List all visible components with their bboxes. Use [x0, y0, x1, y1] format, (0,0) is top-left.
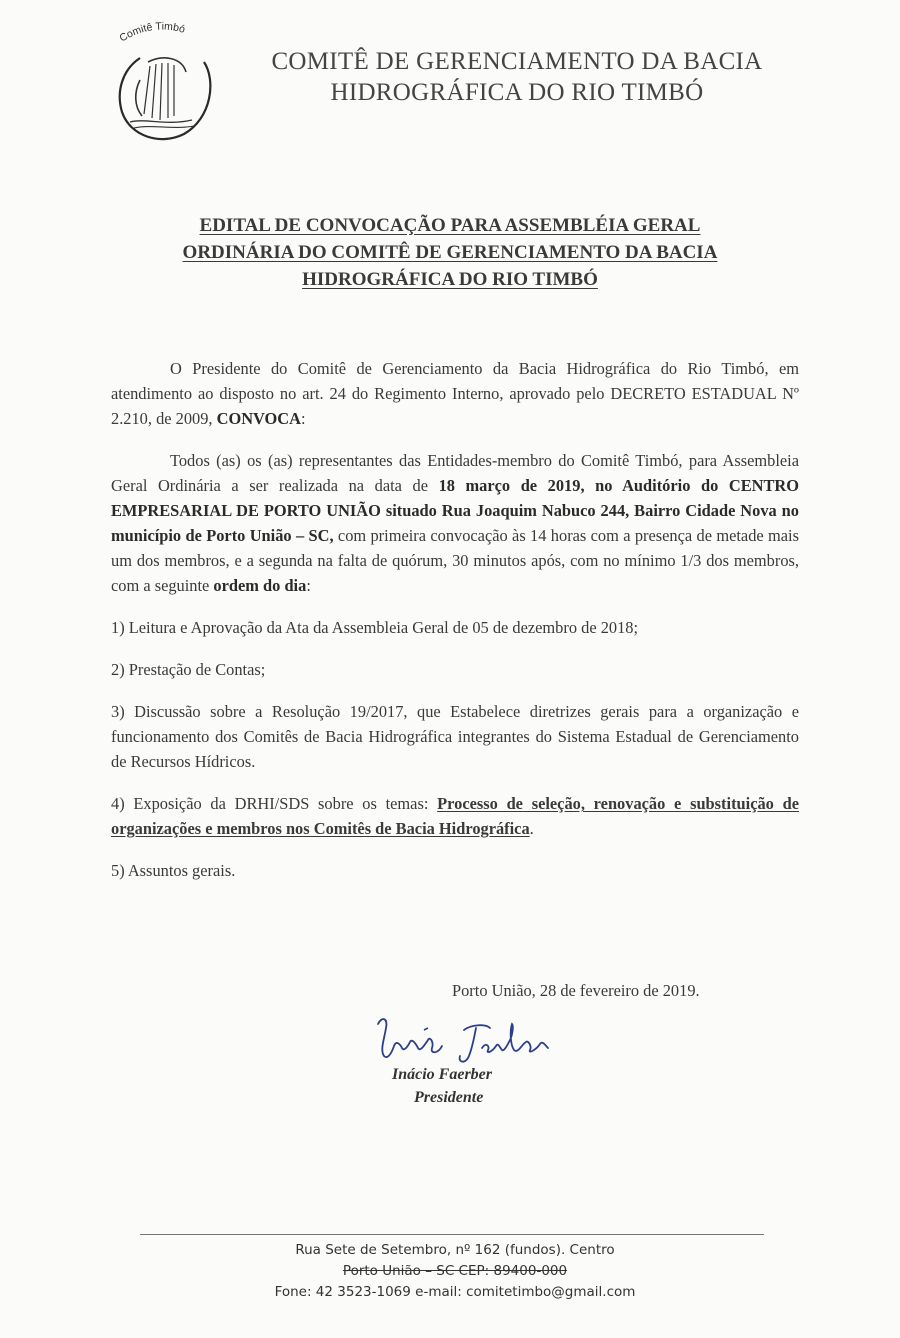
- waterfall-logo-icon: [112, 18, 216, 146]
- footer-divider: [140, 1234, 764, 1235]
- edital-title-line1: EDITAL DE CONVOCAÇÃO PARA ASSEMBLÉIA GERAL: [199, 215, 701, 236]
- organization-title-line1: COMITÊ DE GERENCIAMENTO DA BACIA: [271, 48, 763, 75]
- paragraph-convocation: [111, 356, 799, 431]
- edital-title-line2: ORDINÁRIA DO COMITÊ DE GERENCIAMENTO DA BACIA: [182, 242, 718, 263]
- paragraph-punct: :: [300, 409, 306, 428]
- agenda-item-1: 1) Leitura e Aprovação da Ata da Assembleia Geral de 05 de dezembro de 2018;: [111, 618, 639, 637]
- agenda-item-5: 5) Assuntos gerais.: [111, 861, 236, 880]
- agenda-item-4: [111, 791, 799, 841]
- organization-title: [232, 46, 802, 108]
- date-location: Porto União, 28 de fevereiro de 2019.: [452, 981, 700, 1000]
- footer-contact: [160, 1240, 750, 1303]
- agenda-item-2: 2) Prestação de Contas;: [111, 660, 266, 679]
- document-body: [111, 356, 799, 900]
- footer-address: Rua Sete de Setembro, nº 162 (fundos). Centro: [295, 1242, 615, 1258]
- signer-role: Presidente: [414, 1089, 484, 1106]
- paragraph-assembly: [111, 448, 799, 598]
- signer-name: Inácio Faerber: [392, 1066, 492, 1083]
- agenda-item-underlined: Processo de seleção, renovação e substituição de organizações e membros nos Comitês de Bacia Hidrográfica: [111, 794, 799, 838]
- assembly-details-bold: 18 março de 2019, no Auditório do CENTRO EMPRESARIAL DE PORTO UNIÃO situado Rua Joaquim Nabuco 244, Bairro Cidade Nova no município de Porto União – SC,: [111, 476, 799, 545]
- edital-title-line3: HIDROGRÁFICA DO RIO TIMBÓ: [302, 269, 598, 290]
- agenda-bold: ordem do dia: [213, 576, 307, 595]
- footer-city-cep: Porto União – SC CEP: 89400-000: [342, 1263, 568, 1279]
- organization-title-line2: HIDROGRÁFICA DO RIO TIMBÓ: [330, 79, 704, 106]
- agenda-item-text: 4) Exposição da DRHI/SDS sobre os temas:: [111, 794, 438, 813]
- paragraph-text: O Presidente do Comitê de Gerenciamento da Bacia Hidrográfica do Rio Timbó, em atendimento ao disposto no art. 24 do Regimento Interno, aprovado pelo DECRETO ESTADUAL Nº 2.210, de 2009,: [111, 359, 799, 428]
- convoca-bold: CONVOCA: [216, 409, 301, 428]
- agenda-item-3: 3) Discussão sobre a Resolução 19/2017, que Estabelece diretrizes gerais para a organização e funcionamento dos Comitês de Bacia Hidrográfica integrantes do Sistema Estadual de Gerenciamento de Recursos Hídricos.: [111, 702, 799, 771]
- edital-title: [100, 212, 800, 293]
- agenda-item-punct: .: [529, 819, 534, 838]
- paragraph-text: Todos (as) os (as) representantes das Entidades-membro do Comitê Timbó, para Assembleia Geral Ordinária a ser realizada na data de: [111, 451, 799, 495]
- handwritten-signature: [372, 1010, 562, 1070]
- paragraph-text: com primeira convocação às 14 horas com a presença de metade mais um dos membros, e a segunda na falta de quórum, 30 minutos após, com no mínimo 1/3 dos membros, com a seguinte: [111, 526, 799, 595]
- paragraph-punct: :: [306, 576, 311, 595]
- logo-text: Comitê Timbó: [117, 20, 187, 45]
- footer-phone-email: Fone: 42 3523-1069 e-mail: comitetimbo@gmail.com: [274, 1284, 636, 1300]
